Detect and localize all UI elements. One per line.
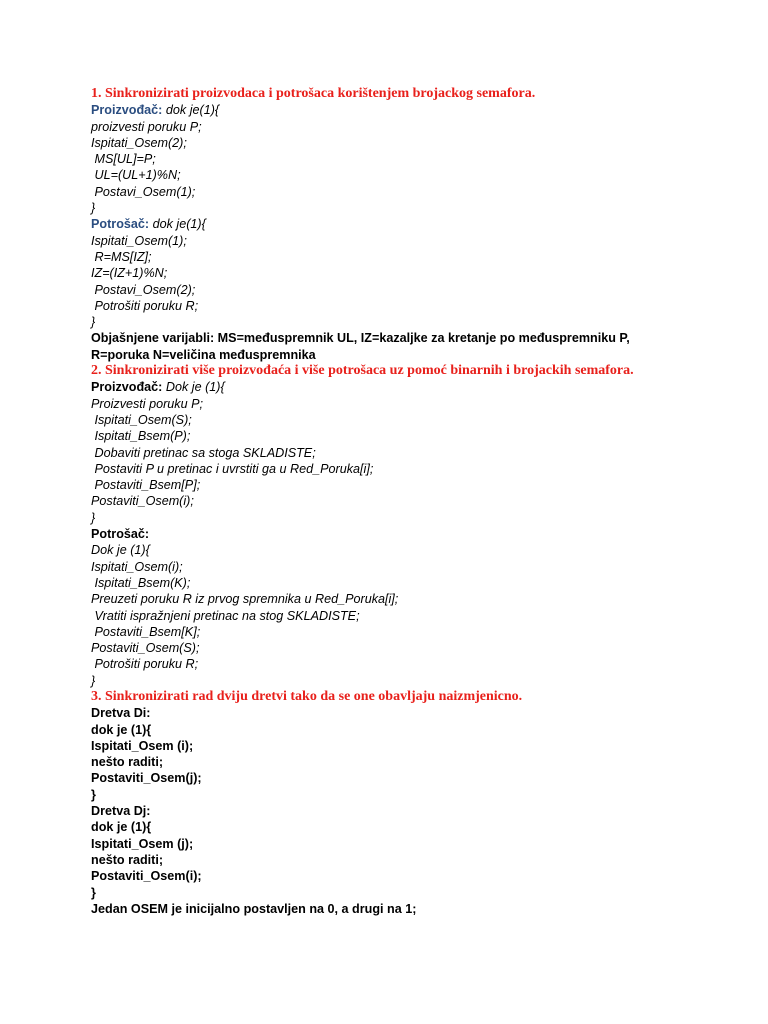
code-line: Ispitati_Osem(i); — [91, 559, 183, 574]
code-line: IZ=(IZ+1)%N; — [91, 266, 168, 281]
code-line: } — [91, 315, 96, 330]
code-line: dok je (1){ — [91, 722, 152, 737]
section1-producer-line — [91, 102, 761, 118]
code-line: nešto raditi; — [91, 852, 164, 867]
code-line: Dobaviti pretinac sa stoga SKLADISTE; — [91, 445, 316, 460]
code-line: Ispitati_Osem(S); — [91, 412, 192, 427]
code-line: } — [91, 510, 96, 525]
code-line: Postaviti_Osem(i); — [91, 494, 194, 509]
code-line: } — [91, 885, 96, 900]
code-line: Postaviti_Osem(S); — [91, 641, 200, 656]
code-line: Vratiti ispražnjeni pretinac na stog SKLADISTE; — [91, 608, 360, 623]
code-line: Dok je (1){ — [91, 543, 150, 558]
code-line: Postaviti_Bsem[P]; — [91, 478, 201, 493]
code-line: Ispitati_Osem (j); — [91, 836, 194, 851]
code-line: UL=(UL+1)%N; — [91, 168, 181, 183]
code-line: Preuzeti poruku R iz prvog spremnika u Red_Poruka[i]; — [91, 592, 399, 607]
code-line: Postaviti_Osem(j); — [91, 771, 202, 786]
code-line: Postaviti_Bsem[K]; — [91, 624, 201, 639]
code-line: Postavi_Osem(2); — [91, 282, 196, 297]
section2-producer-label: Proizvođač: — [91, 380, 163, 395]
section1-heading: 1. Sinkronizirati proizvodaca i potrošaca korištenjem brojackog semafora. — [91, 86, 536, 101]
code-line: Potrošiti poruku R; — [91, 298, 199, 313]
code-line: Postaviti_Osem(i); — [91, 869, 202, 884]
code-line: Dok je (1){ — [162, 380, 225, 395]
code-line: MS[UL]=P; — [91, 152, 156, 167]
code-line: dok je (1){ — [91, 820, 152, 835]
section1-producer-label: Proizvođač: — [91, 103, 163, 118]
code-line: R=MS[IZ]; — [91, 249, 152, 264]
code-line: Potrošiti poruku R; — [91, 657, 199, 672]
section1-consumer-line — [91, 216, 761, 232]
section2-producer-line — [91, 379, 761, 395]
section1-explanation: Objašnjene varijabli: MS=međuspremnik UL, IZ=kazaljke za kretanje po međuspremniku P, R=poruka N=veličina međuspremnika — [91, 331, 630, 362]
section3-di-label: Dretva Di: — [91, 706, 151, 721]
section1-consumer-label: Potrošač: — [91, 217, 150, 232]
section3-heading: 3. Sinkronizirati rad dviju dretvi tako da se one obavljaju naizmjenicno. — [91, 688, 523, 704]
section3-footer: Jedan OSEM je inicijalno postavljen na 0, a drugi na 1; — [91, 901, 417, 916]
code-line: } — [91, 201, 96, 216]
code-line: Ispitati_Bsem(P); — [91, 429, 191, 444]
code-line: Ispitati_Osem (i); — [91, 738, 194, 753]
code-line: } — [91, 673, 96, 688]
code-line: proizvesti poruku P; — [91, 119, 202, 134]
document-content — [91, 86, 761, 917]
code-line: Proizvesti poruku P; — [91, 396, 203, 411]
code-line: Ispitati_Bsem(K); — [91, 575, 191, 590]
code-line: dok je(1){ — [162, 103, 220, 118]
section3-dj-label: Dretva Dj: — [91, 804, 151, 819]
code-line: } — [91, 787, 96, 802]
code-line: Postaviti P u pretinac i uvrstiti ga u Red_Poruka[i]; — [91, 461, 374, 476]
section2-consumer-label: Potrošač: — [91, 527, 150, 542]
code-line: nešto raditi; — [91, 755, 164, 770]
section2-heading: 2. Sinkronizirati više proizvođaća i više potrošaca uz pomoć binarnih i brojackih semafora. — [91, 363, 634, 379]
code-line: Ispitati_Osem(1); — [91, 233, 187, 248]
code-line: Postavi_Osem(1); — [91, 184, 196, 199]
code-line: Ispitati_Osem(2); — [91, 135, 187, 150]
code-line: dok je(1){ — [149, 217, 206, 232]
